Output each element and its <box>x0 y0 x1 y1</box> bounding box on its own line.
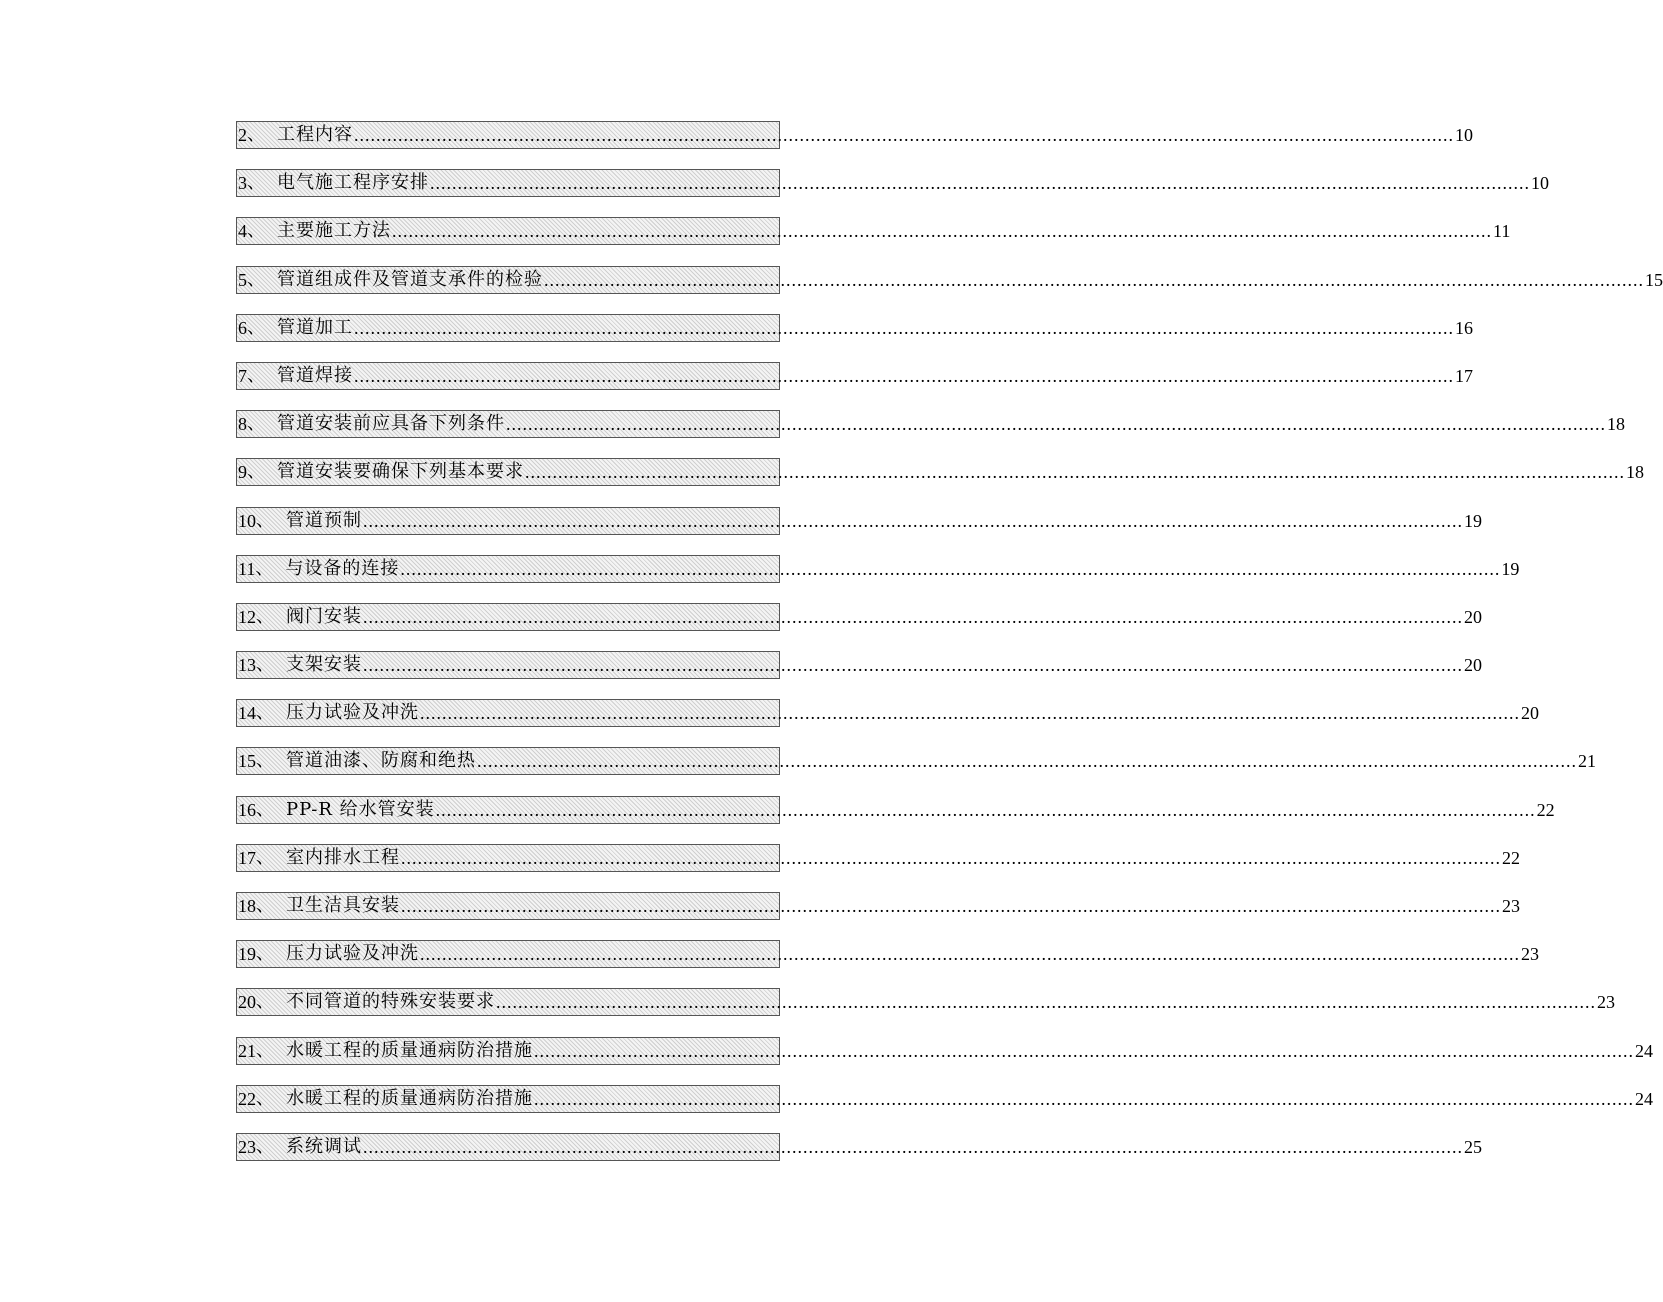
toc-entry-title: 压力试验及冲洗 <box>286 943 419 965</box>
toc-entry-page: 20 <box>1521 703 1539 724</box>
toc-entry-7[interactable] <box>236 362 1473 390</box>
toc-entry-separator: 、 <box>256 943 274 965</box>
toc-entry-title: 系统调试 <box>286 1135 362 1157</box>
toc-entry-20[interactable] <box>236 988 1615 1016</box>
toc-entry-title: 管道油漆、防腐和绝热 <box>286 750 476 772</box>
toc-entry-number: 7 <box>238 365 247 386</box>
toc-entry-number: 20 <box>238 992 256 1013</box>
toc-entry-title: 不同管道的特殊安装要求 <box>286 991 495 1013</box>
toc-dot-leader: ........................................................................................................................................................................................................ <box>525 462 1625 483</box>
toc-entry-separator: 、 <box>256 654 274 676</box>
toc-entry-page: 19 <box>1464 510 1482 531</box>
toc-dot-leader: ........................................................................................................................................................................................................ <box>363 655 1463 676</box>
toc-entry-number: 23 <box>238 1136 256 1157</box>
toc-entry-number: 14 <box>238 703 256 724</box>
toc-dot-leader: ........................................................................................................................................................................................................ <box>363 1136 1463 1157</box>
toc-entry-title: 管道加工 <box>277 316 353 338</box>
toc-entry-title: 水暖工程的质量通病防治措施 <box>286 1087 533 1109</box>
table-of-contents <box>236 121 1663 1181</box>
toc-dot-leader: ........................................................................................................................................................................................................ <box>506 414 1606 435</box>
toc-entry-separator: 、 <box>256 750 274 772</box>
toc-entry-title: 卫生洁具安装 <box>286 895 400 916</box>
toc-entry-separator: 、 <box>247 413 265 435</box>
toc-dot-leader: ........................................................................................................................................................................................................ <box>534 1088 1634 1109</box>
toc-entry-title: 电气施工程序安排 <box>277 172 429 194</box>
toc-entry-title: 压力试验及冲洗 <box>286 702 419 724</box>
toc-entry-6[interactable] <box>236 314 1473 342</box>
toc-entry-16[interactable] <box>236 796 1555 824</box>
toc-entry-page: 22 <box>1536 799 1555 820</box>
toc-dot-leader: ........................................................................................................................................................................................................ <box>392 221 1492 242</box>
toc-entry-separator: 、 <box>247 316 265 338</box>
toc-entry-separator: 、 <box>247 220 265 242</box>
toc-entry-separator: 、 <box>247 461 265 483</box>
toc-entry-page: 20 <box>1464 655 1482 676</box>
toc-entry-separator: 、 <box>256 1039 274 1061</box>
toc-entry-page: 17 <box>1455 365 1473 386</box>
toc-entry-2[interactable] <box>236 121 1473 149</box>
toc-entry-separator: 、 <box>256 1135 274 1157</box>
toc-entry-page: 19 <box>1501 558 1520 579</box>
toc-dot-leader: ........................................................................................................................................................................................................ <box>477 751 1577 772</box>
toc-entry-14[interactable] <box>236 699 1539 727</box>
toc-entry-separator: 、 <box>247 268 265 290</box>
toc-dot-leader: ........................................................................................................................................................................................................ <box>401 896 1501 916</box>
toc-entry-separator: 、 <box>256 1087 274 1109</box>
toc-entry-number: 9 <box>238 462 247 483</box>
toc-entry-number: 16 <box>238 799 256 820</box>
toc-entry-title: 管道安装前应具备下列条件 <box>277 413 505 435</box>
toc-entry-number: 11 <box>238 558 256 579</box>
toc-entry-page: 24 <box>1635 1088 1653 1109</box>
toc-entry-number: 2 <box>238 125 247 145</box>
toc-entry-separator: 、 <box>247 364 265 386</box>
toc-entry-page: 24 <box>1635 1040 1653 1061</box>
toc-entry-9[interactable] <box>236 458 1644 486</box>
toc-entry-page: 10 <box>1455 125 1473 145</box>
toc-entry-page: 10 <box>1531 173 1549 194</box>
toc-entry-17[interactable] <box>236 844 1520 872</box>
toc-dot-leader: ........................................................................................................................................................................................................ <box>401 847 1501 868</box>
toc-entry-15[interactable] <box>236 747 1596 775</box>
toc-dot-leader: ........................................................................................................................................................................................................ <box>363 510 1463 531</box>
toc-entry-page: 25 <box>1464 1136 1482 1157</box>
toc-entry-number: 21 <box>238 1040 256 1061</box>
toc-entry-title: 与设备的连接 <box>285 557 400 579</box>
toc-entry-separator: 、 <box>256 509 274 531</box>
toc-entry-number: 3 <box>238 173 247 194</box>
toc-entry-separator: 、 <box>256 702 274 724</box>
toc-entry-21[interactable] <box>236 1037 1653 1065</box>
toc-entry-number: 12 <box>238 606 256 627</box>
toc-entry-separator: 、 <box>247 172 265 194</box>
toc-entry-number: 13 <box>238 655 256 676</box>
toc-entry-5[interactable] <box>236 266 1663 294</box>
toc-entry-title: 管道焊接 <box>277 364 353 386</box>
toc-entry-13[interactable] <box>236 651 1482 679</box>
toc-entry-title: 室内排水工程 <box>286 846 400 868</box>
toc-entry-page: 23 <box>1521 944 1539 965</box>
toc-entry-number: 18 <box>238 896 256 916</box>
toc-entry-11[interactable] <box>236 555 1520 583</box>
toc-entry-3[interactable] <box>236 169 1549 197</box>
toc-entry-title: 管道组成件及管道支承件的检验 <box>277 268 543 290</box>
toc-entry-number: 8 <box>238 414 247 435</box>
toc-entry-page: 18 <box>1626 462 1644 483</box>
toc-entry-number: 19 <box>238 944 256 965</box>
toc-entry-title: 阀门安装 <box>286 605 362 627</box>
toc-entry-8[interactable] <box>236 410 1625 438</box>
toc-entry-18[interactable] <box>236 892 1520 920</box>
toc-entry-page: 11 <box>1493 221 1511 242</box>
toc-entry-page: 15 <box>1645 269 1663 290</box>
toc-entry-page: 16 <box>1455 317 1473 338</box>
toc-entry-page: 23 <box>1502 896 1520 916</box>
toc-dot-leader: ........................................................................................................................................................................................................ <box>363 606 1463 627</box>
toc-entry-number: 10 <box>238 510 256 531</box>
toc-dot-leader: ........................................................................................................................................................................................................ <box>430 173 1530 194</box>
toc-dot-leader: ........................................................................................................................................................................................................ <box>420 944 1520 965</box>
toc-entry-12[interactable] <box>236 603 1482 631</box>
toc-entry-page: 20 <box>1464 606 1482 627</box>
toc-entry-page: 22 <box>1502 847 1520 868</box>
toc-entry-title: 管道安装要确保下列基本要求 <box>277 461 524 483</box>
toc-entry-page: 23 <box>1597 992 1615 1013</box>
toc-entry-page: 18 <box>1607 414 1625 435</box>
toc-entry-separator: 、 <box>256 895 274 916</box>
toc-dot-leader: ........................................................................................................................................................................................................ <box>354 317 1454 338</box>
toc-entry-title: 工程内容 <box>277 124 353 145</box>
toc-entry-page: 21 <box>1578 751 1596 772</box>
toc-entry-title: 水暖工程的质量通病防治措施 <box>286 1039 533 1061</box>
toc-entry-number: 15 <box>238 751 256 772</box>
toc-entry-19[interactable] <box>236 940 1539 968</box>
toc-entry-number: 5 <box>238 269 247 290</box>
toc-dot-leader: ........................................................................................................................................................................................................ <box>435 799 1536 820</box>
toc-entry-23[interactable] <box>236 1133 1482 1161</box>
toc-entry-4[interactable] <box>236 217 1511 245</box>
toc-entry-title: 管道预制 <box>286 509 362 531</box>
toc-entry-title: 支架安装 <box>286 654 362 676</box>
toc-dot-leader: ........................................................................................................................................................................................................ <box>420 703 1520 724</box>
toc-entry-number: 4 <box>238 221 247 242</box>
toc-entry-separator: 、 <box>247 124 265 145</box>
toc-entry-number: 6 <box>238 317 247 338</box>
toc-entry-10[interactable] <box>236 507 1482 535</box>
toc-entry-title: 主要施工方法 <box>277 220 391 242</box>
toc-entry-separator: 、 <box>256 991 274 1013</box>
toc-dot-leader: ........................................................................................................................................................................................................ <box>354 365 1454 386</box>
toc-entry-separator: 、 <box>256 846 274 868</box>
toc-dot-leader: ........................................................................................................................................................................................................ <box>534 1040 1634 1061</box>
toc-entry-number: 22 <box>238 1088 256 1109</box>
toc-dot-leader: ........................................................................................................................................................................................................ <box>496 992 1596 1013</box>
toc-dot-leader: ........................................................................................................................................................................................................ <box>354 125 1454 145</box>
toc-entry-title: PP-R 给水管安装 <box>286 798 435 820</box>
toc-entry-separator: 、 <box>256 605 274 627</box>
toc-dot-leader: ........................................................................................................................................................................................................ <box>400 558 1501 579</box>
toc-dot-leader: ........................................................................................................................................................................................................ <box>544 269 1644 290</box>
toc-entry-number: 17 <box>238 847 256 868</box>
toc-entry-separator: 、 <box>255 557 274 579</box>
toc-entry-separator: 、 <box>256 798 274 820</box>
toc-entry-22[interactable] <box>236 1085 1653 1113</box>
